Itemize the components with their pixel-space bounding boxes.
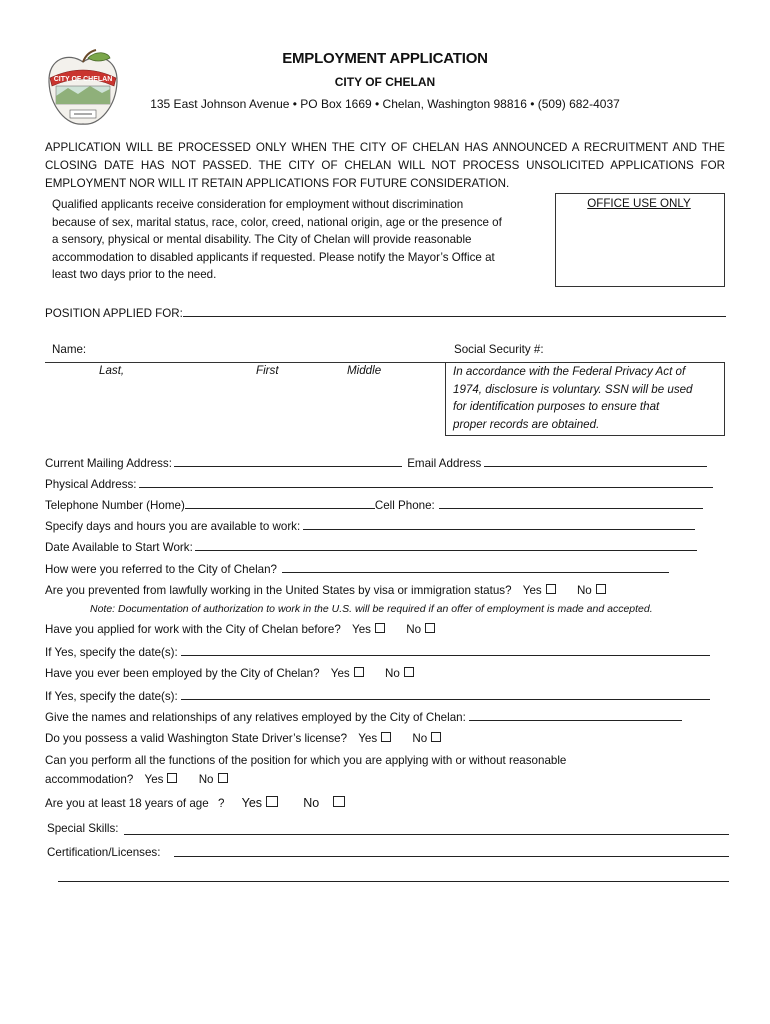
eeo-line: because of sex, marital status, race, color, creed, national origin, age or the presence of [52,215,502,229]
applied-no-checkbox[interactable] [425,623,435,633]
notice-line: APPLICATION WILL BE PROCESSED ONLY WHEN THE CITY OF CHELAN HAS ANNOUNCED A RECRUITMENT AND THE [45,141,725,154]
license-yes-label: Yes [358,732,378,745]
license-no-checkbox[interactable] [431,732,441,742]
license-label: Do you possess a valid Washington State Driver’s license? [45,732,348,745]
home-phone-line[interactable] [185,497,375,509]
ssn-note-line: In accordance with the Federal Privacy Act of [453,365,686,378]
mailing-label: Current Mailing Address: [45,457,172,470]
age-yes-checkbox[interactable] [266,796,278,807]
notice-line: CLOSING DATE HAS NOT PASSED. THE CITY OF CHELAN WILL NOT PROCESS UNSOLICITED APPLICATIONS FOR [45,159,725,172]
days-hours-row [45,518,695,533]
city-name: CITY OF CHELAN [334,75,436,89]
if-yes-row-2 [45,688,710,703]
age-no-label: No [303,796,320,810]
days-hours-line[interactable] [303,518,695,530]
skills-label: Special Skills: [47,822,119,835]
ssn-note-line: 1974, disclosure is voluntary. SSN will be used [453,382,693,396]
prevented-no-checkbox[interactable] [596,584,606,594]
age-label: Are you at least 18 years of age [45,797,209,810]
functions-label-1: Can you perform all the functions of the position for which you are applying with or without reasonable [45,754,567,767]
extra-line[interactable] [58,881,729,882]
relatives-row [45,709,682,724]
date-available-line[interactable] [195,539,697,551]
email-line[interactable] [484,455,707,467]
mailing-row [45,455,707,470]
age-no-checkbox[interactable] [333,796,345,807]
days-hours-label: Specify days and hours you are available to work: [45,520,301,533]
if-yes-label-1: If Yes, specify the date(s): [45,646,178,659]
if-yes-label-2: If Yes, specify the date(s): [45,690,178,703]
home-phone-label: Telephone Number (Home) [45,499,185,512]
cell-phone-label: Cell Phone: [374,499,435,512]
if-yes-row-1 [45,644,710,659]
prevented-label: Are you prevented from lawfully working in the United States by visa or immigration status? [45,584,512,597]
employed-yes-label: Yes [330,667,350,680]
date-available-label: Date Available to Start Work: [45,541,193,554]
applied-before-row [45,623,435,636]
employed-no-checkbox[interactable] [404,667,414,677]
functions-row [45,773,228,786]
applied-yes-checkbox[interactable] [375,623,385,633]
eeo-statement [52,196,552,284]
logo-text: CITY OF CHELAN [53,76,113,83]
middle-name-label: Middle [347,364,382,377]
functions-yes-checkbox[interactable] [167,773,177,783]
license-yes-checkbox[interactable] [381,732,391,742]
position-field[interactable] [45,305,726,320]
authorization-note: Note: Documentation of authorization to work in the U.S. will be required if an offer of employment is made and accepted. [90,603,653,615]
certs-label: Certification/Licenses: [47,846,161,859]
date-available-row [45,539,697,554]
ssn-privacy-note [453,363,718,433]
employed-no-label: No [384,667,400,680]
notice-line: EMPLOYMENT NOR WILL IT RETAIN APPLICATIONS FOR FUTURE CONSIDERATION. [45,177,510,190]
age-yes-label: Yes [241,796,263,810]
applied-no-label: No [406,623,422,636]
referred-row [45,561,669,576]
applied-yes-label: Yes [352,623,371,636]
office-use-label: OFFICE USE ONLY [587,197,691,210]
city-address: 135 East Johnson Avenue • PO Box 1669 • Chelan, Washington 98816 • (509) 682-4037 [150,97,620,111]
if-yes-line-1[interactable] [181,644,710,656]
physical-line[interactable] [139,476,713,488]
employed-before-row [45,667,414,680]
mailing-line[interactable] [174,455,402,467]
email-label: Email Address [407,457,482,470]
if-yes-line-2[interactable] [181,688,710,700]
phone-row [45,497,703,512]
last-name-label: Last, [99,364,125,377]
ssn-note-line: for identification purposes to ensure that [453,400,660,413]
functions-no-checkbox[interactable] [218,773,228,783]
cell-phone-line[interactable] [439,497,703,509]
license-row [45,732,441,745]
certs-line[interactable] [174,856,729,857]
employed-yes-checkbox[interactable] [354,667,364,677]
license-no-label: No [412,732,428,745]
first-name-label: First [256,364,279,377]
eeo-line: Qualified applicants receive consideration for employment without discrimination [52,198,464,211]
prevented-no-label: No [576,584,592,597]
eeo-line: a sensory, physical or mental disability. The City of Chelan will provide reasonable [52,233,472,246]
form-title: EMPLOYMENT APPLICATION [282,50,488,67]
physical-row [45,476,713,491]
eeo-line: least two days prior to the need. [52,268,217,281]
ssn-note-line: proper records are obtained. [453,417,600,431]
relatives-line[interactable] [469,709,682,721]
applied-before-label: Have you applied for work with the City of Chelan before? [45,623,341,636]
functions-no-label: No [198,773,214,786]
prevented-yes-label: Yes [522,584,542,597]
functions-yes-label: Yes [144,773,164,786]
prevented-yes-checkbox[interactable] [546,584,556,594]
employed-before-label: Have you ever been employed by the City of Chelan? [45,667,320,680]
relatives-label: Give the names and relationships of any relatives employed by the City of Chelan: [45,711,466,724]
prevented-row [45,584,606,597]
referred-label: How were you referred to the City of Chelan? [45,563,277,576]
eeo-line: accommodation to disabled applicants if requested. Please notify the Mayor’s Office at [52,250,495,264]
age-question-mark: ? [217,797,225,810]
position-line[interactable] [183,305,726,317]
skills-line[interactable] [124,834,729,835]
referred-line[interactable] [282,561,669,573]
physical-label: Physical Address: [45,478,137,491]
functions-label-2: accommodation? [45,773,134,786]
position-label: POSITION APPLIED FOR: [45,307,183,320]
age-row [45,796,345,810]
processing-notice [45,139,725,193]
name-label: Name: [52,343,87,356]
ssn-label: Social Security #: [454,343,544,356]
